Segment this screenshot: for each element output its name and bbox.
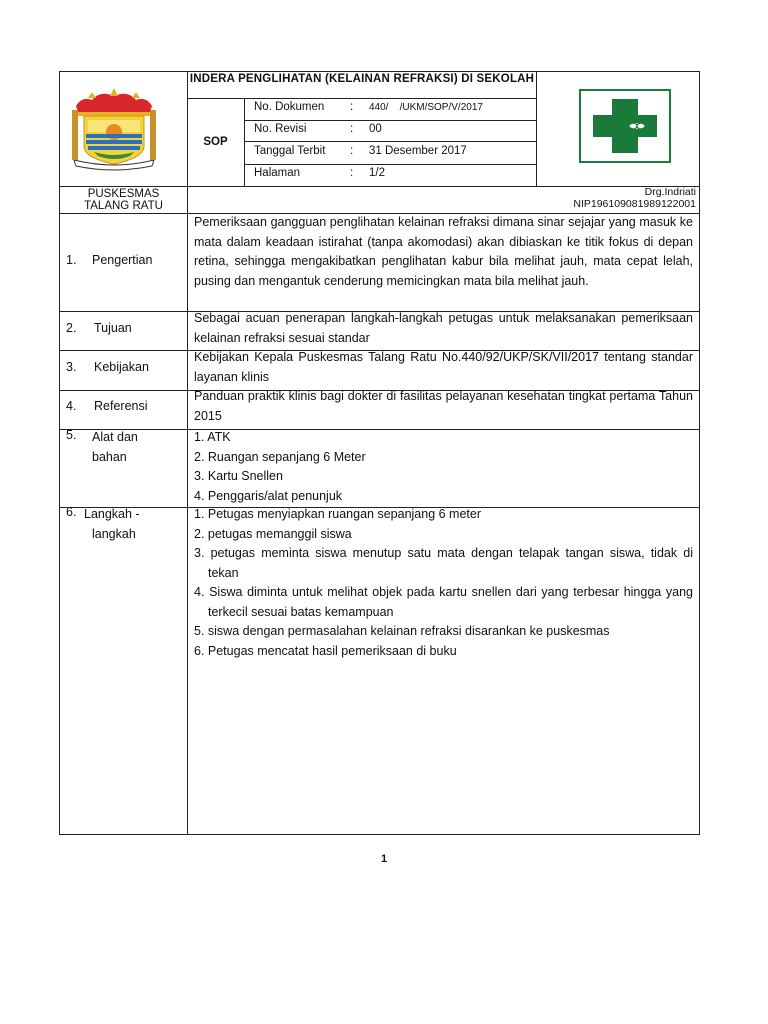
field-value-no-revisi: 00 (369, 123, 382, 135)
sop-document (59, 71, 700, 835)
section-title-referensi: Referensi (94, 399, 148, 413)
section-text-pengertian: Pemeriksaan gangguan penglihatan kelainan refraksi dimana sinar sejajar yang masuk ke mata dalam keadaan istirahat (tanpa akomodasi) akan dibiaskan ke titik fokus di depan retina, sehingga mengakibatkan penglihatan kabur bila melihat jauh, mata cepat lelah, pusing dan mengantuk cenderung memicingkan mata bila melihat jauh. (194, 215, 693, 288)
city-emblem-logo (70, 86, 158, 172)
section-title-tujuan: Tujuan (94, 321, 132, 335)
list-item: 5. siswa dengan permasalahan kelainan refraksi disarankan ke puskesmas (194, 624, 610, 638)
org-name-line1: PUSKESMAS (87, 188, 160, 200)
list-item: 3. Kartu Snellen (194, 469, 283, 483)
list-item: 2. Ruangan sepanjang 6 Meter (194, 449, 366, 464)
section-title-kebijakan: Kebijakan (94, 360, 149, 374)
page-number: 1 (380, 853, 388, 865)
field-sep: : (350, 145, 354, 157)
field-sep: : (350, 101, 354, 113)
field-sep: : (350, 167, 354, 179)
section-number: 4. (66, 399, 77, 413)
section-text-kebijakan: Kebijakan Kepala Puskesmas Talang Ratu No.440/92/UKP/SK/VII/2017 tentang standar layanan klinis (194, 350, 693, 384)
sop-label-divider (244, 98, 245, 186)
list-item: 4. Siswa diminta untuk melihat objek pada kartu snellen dari yang terbesar hingga yang terkecil sesuai batas kemampuan (194, 585, 693, 619)
org-name (60, 188, 187, 212)
field-value-halaman: 1/2 (369, 167, 385, 179)
list-item: 1. ATK (194, 430, 231, 444)
signer-block (536, 186, 696, 210)
signer-name: Drg.Indriati (644, 186, 696, 198)
langkah-list (194, 505, 693, 661)
sop-label: SOP (203, 136, 228, 148)
field-label-halaman: Halaman (254, 167, 301, 179)
list-item: 2. petugas memanggil siswa (194, 526, 352, 541)
section-text-tujuan: Sebagai acuan penerapan langkah-langkah petugas untuk melaksanakan pemeriksaan kelainan refraksi sesuai standar (194, 311, 693, 345)
list-item: 1. Petugas menyiapkan ruangan sepanjang 6 meter (194, 507, 481, 521)
section-title-langkah (84, 505, 140, 544)
section-number: 2. (66, 321, 77, 335)
section-number: 3. (66, 360, 77, 374)
section-title-line2: bahan (92, 449, 127, 464)
list-item: 6. Petugas mencatat hasil pemeriksaan di buku (194, 643, 457, 658)
document-title: INDERA PENGLIHATAN (KELAINAN REFRAKSI) DI SEKOLAH (189, 73, 535, 85)
field-value-tanggal-terbit: 31 Desember 2017 (369, 145, 467, 157)
section-title-line1: Alat dan (92, 430, 138, 444)
field-sep: : (350, 123, 354, 135)
field-row-line (244, 164, 537, 165)
section-number: 5. (66, 428, 77, 442)
field-label-no-dokumen: No. Dokumen (254, 101, 325, 113)
section-number: 6. (66, 505, 77, 519)
list-item: 4. Penggaris/alat penunjuk (194, 488, 343, 503)
section-title-line2: langkah (92, 526, 136, 541)
field-row-line (244, 120, 537, 121)
section-title-pengertian: Pengertian (92, 253, 153, 267)
org-name-line2: TALANG RATU (84, 200, 163, 212)
section-title-alat-bahan (92, 428, 138, 467)
section-number: 1. (66, 253, 77, 267)
list-item: 3. petugas meminta siswa menutup satu mata dengan telapak tangan siswa, tidak di tekan (194, 546, 693, 580)
section-text-referensi: Panduan praktik klinis bagi dokter di fasilitas pelayanan kesehatan tingkat pertama Tahun 2015 (194, 389, 693, 423)
puskesmas-logo (579, 89, 671, 163)
field-value-no-dokumen: 440/ /UKM/SOP/V/2017 (369, 102, 483, 113)
field-label-no-revisi: No. Revisi (254, 123, 307, 135)
signer-nip: NIP196109081989122001 (573, 198, 696, 210)
section-title-line1: Langkah - (84, 507, 140, 521)
field-label-tanggal-terbit: Tanggal Terbit (254, 145, 326, 157)
field-row-line (244, 141, 537, 142)
alat-bahan-list (194, 428, 693, 506)
